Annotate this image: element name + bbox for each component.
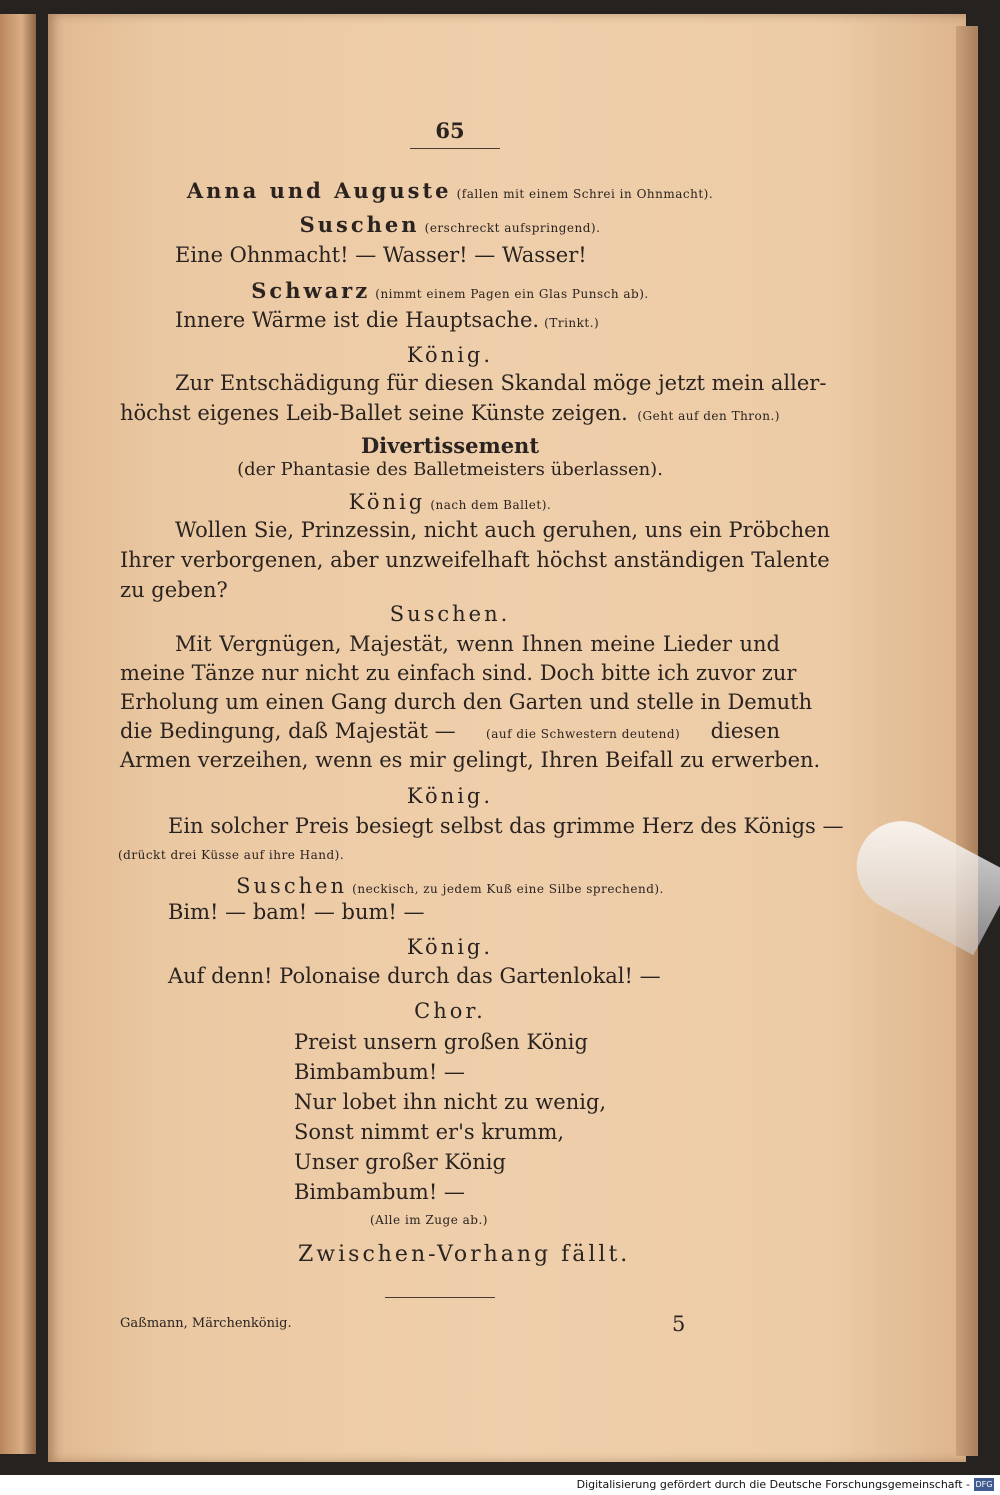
- speaker-heading: König.: [406, 935, 494, 959]
- stage-direction: (drückt drei Küsse auf ihre Hand).: [118, 848, 345, 862]
- verse-line: Bimbambum! —: [294, 1060, 465, 1084]
- stage-direction: (fallen mit einem Schrei in Ohnmacht).: [456, 187, 714, 201]
- speaker-name: König: [348, 490, 426, 514]
- speaker-name: Anna und Auguste: [186, 178, 452, 203]
- stage-direction: (nach dem Ballet).: [430, 498, 552, 512]
- dialogue-line: Armen verzeihen, wenn es mir gelingt, Ihren Beifall zu erwerben.: [120, 748, 821, 772]
- verse-line: Sonst nimmt er's krumm,: [294, 1120, 565, 1144]
- stage-direction: (erschreckt aufspringend).: [424, 221, 601, 235]
- stage-direction: (der Phantasie des Balletmeisters überlassen).: [237, 459, 663, 480]
- dialogue-line: Wollen Sie, Prinzessin, nicht auch geruhen, uns ein Pröbchen: [175, 518, 831, 542]
- dialogue-line: Eine Ohnmacht! — Wasser! — Wasser!: [175, 243, 587, 267]
- dialogue-line: meine Tänze nur nicht zu einfach sind. Doch bitte ich zuvor zur: [120, 661, 797, 685]
- verse-line: Unser großer König: [294, 1150, 506, 1174]
- stage-line: [120, 278, 780, 303]
- speaker-heading: Suschen.: [389, 602, 511, 626]
- dfg-logo-icon: DFG: [975, 1480, 993, 1489]
- footer-rule: [385, 1297, 495, 1298]
- stage-direction: (Alle im Zuge ab.): [370, 1213, 488, 1227]
- page-stack-edge: [956, 26, 978, 1456]
- dialogue-line: Ein solcher Preis besiegt selbst das grimme Herz des Königs —: [168, 814, 844, 838]
- speaker-name: Suschen: [299, 212, 420, 237]
- credit-text: Digitalisierung gefördert durch die Deutsche Forschungsgemeinschaft -: [576, 1478, 970, 1491]
- section-heading: Divertissement: [360, 433, 540, 458]
- speaker-heading: Chor.: [414, 999, 486, 1023]
- speaker-heading: König.: [406, 343, 494, 367]
- stage-direction: (auf die Schwestern deutend): [486, 727, 681, 741]
- speaker-name: Suschen: [236, 874, 348, 898]
- stage-direction: (nimmt einem Pagen ein Glas Punsch ab).: [375, 287, 649, 301]
- dialogue-text: höchst eigenes Leib-Ballet seine Künste zeigen.: [120, 401, 628, 425]
- speaker-heading: König.: [406, 784, 494, 808]
- stage-direction: (Geht auf den Thron.): [637, 409, 780, 423]
- dialogue-line: [175, 308, 599, 332]
- verse-line: Bimbambum! —: [294, 1180, 465, 1204]
- page-number: 65: [435, 118, 465, 143]
- speaker-name: Schwarz: [251, 278, 371, 303]
- closing-direction: Zwischen-Vorhang fällt.: [298, 1242, 631, 1267]
- stage-direction: (neckisch, zu jedem Kuß eine Silbe sprechend).: [352, 882, 664, 896]
- dialogue-line: [120, 719, 780, 743]
- stage-line: [120, 178, 780, 203]
- stage-line: [120, 874, 780, 898]
- dialogue-line: zu geben?: [120, 578, 228, 602]
- dialogue-text: die Bedingung, daß Majestät —: [120, 719, 456, 743]
- dialogue-text: Innere Wärme ist die Hauptsache.: [175, 308, 540, 332]
- dialogue-line: Erholung um einen Gang durch den Garten und stelle in Demuth: [120, 690, 813, 714]
- signature-mark: 5: [672, 1312, 686, 1336]
- verse-line: Preist unsern großen König: [294, 1030, 588, 1054]
- dialogue-line: Bim! — bam! — bum! —: [168, 900, 425, 924]
- verse-line: Nur lobet ihn nicht zu wenig,: [294, 1090, 607, 1114]
- stage-line: [120, 490, 780, 514]
- footer-author-title: Gaßmann, Märchenkönig.: [120, 1316, 292, 1331]
- facing-page-edge: [0, 14, 36, 1454]
- stage-direction: (Trinkt.): [544, 316, 600, 330]
- stage-line: [120, 212, 780, 237]
- dialogue-line: Ihrer verborgenen, aber unzweifelhaft höchst anständigen Talente: [120, 548, 830, 572]
- dialogue-line: Auf denn! Polonaise durch das Gartenlokal! —: [168, 964, 661, 988]
- dialogue-line: Mit Vergnügen, Majestät, wenn Ihnen meine Lieder und: [175, 632, 780, 656]
- dialogue-line: [120, 401, 780, 425]
- header-rule: [410, 148, 500, 149]
- dialogue-text: diesen: [710, 719, 780, 743]
- dialogue-line: Zur Entschädigung für diesen Skandal möge jetzt mein aller-: [175, 371, 827, 395]
